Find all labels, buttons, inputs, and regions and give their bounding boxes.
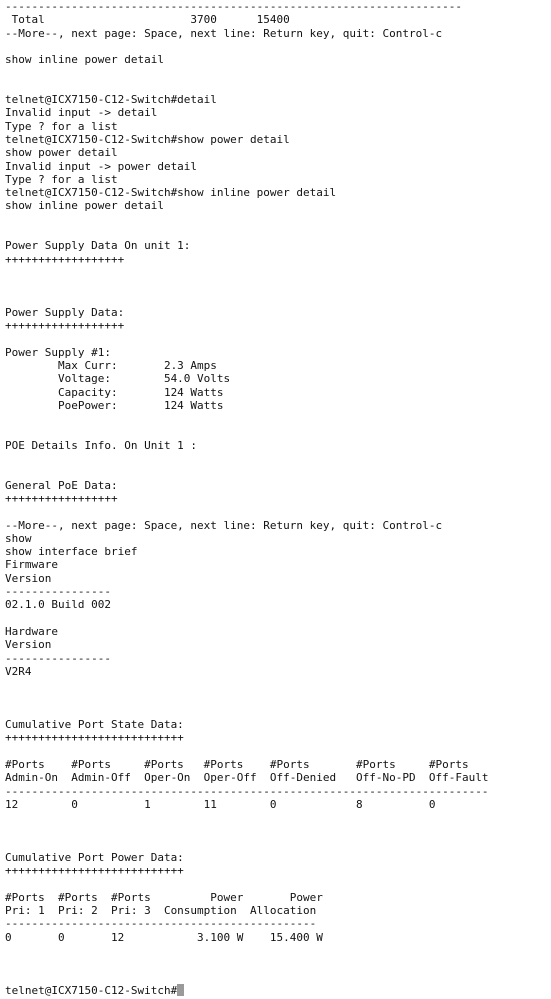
terminal-line-text: +++++++++++++++++++++++++++ [5,864,184,878]
terminal-line [5,53,551,66]
terminal-line [5,80,551,93]
terminal-line [5,40,551,53]
terminal-line-text: PoePower: 124 Watts [5,398,224,412]
terminal-line-text: 0 0 12 3.100 W 15.400 W [5,930,323,944]
terminal-line-text: Cumulative Port State Data: [5,718,184,732]
terminal-line-text: Admin-On Admin-Off Oper-On Oper-Off Off-Denied Off-No-PD Off-Fault [5,771,489,785]
terminal-line-text: --More--, next page: Space, next line: Return key, quit: Control-c [5,518,443,532]
terminal-line-text: Pri: 1 Pri: 2 Pri: 3 Consumption Allocation [5,904,317,918]
terminal-line-text: ---------------- [5,585,111,599]
terminal-line [5,931,551,944]
terminal-line [5,133,551,146]
terminal-line-text: Firmware [5,558,58,572]
terminal-line-text: 12 0 1 11 0 8 0 [5,797,436,811]
terminal-line-text: Voltage: 54.0 Volts [5,372,231,386]
terminal-line [5,558,551,571]
terminal-line [5,798,551,811]
terminal-line [5,904,551,917]
terminal-line [5,452,551,465]
cursor-icon [177,984,184,996]
terminal-line-text: show inline power detail [5,53,164,67]
terminal-line [5,359,551,372]
terminal-line [5,439,551,452]
terminal-line-text: General PoE Data: [5,478,118,492]
terminal-line [5,372,551,385]
terminal-line [5,93,551,106]
terminal-line [5,625,551,638]
terminal-line [5,745,551,758]
terminal-prompt-line [5,984,551,997]
terminal-line [5,678,551,691]
terminal-line [5,319,551,332]
terminal-line [5,598,551,611]
terminal-line [5,585,551,598]
terminal-line-text: telnet@ICX7150-C12-Switch#show inline power detail [5,186,337,200]
terminal-line [5,545,551,558]
terminal-line [5,771,551,784]
terminal-line [5,532,551,545]
terminal-line [5,957,551,970]
terminal-line [5,199,551,212]
terminal-line-text: telnet@ICX7150-C12-Switch#detail [5,93,217,107]
terminal-line-text: Type ? for a list [5,119,118,133]
terminal-line-text: +++++++++++++++++ [5,491,118,505]
terminal-line [5,412,551,425]
terminal-line [5,864,551,877]
terminal-line [5,186,551,199]
terminal-line-text: ---------------- [5,651,111,665]
terminal-line-text: telnet@ICX7150-C12-Switch#show power detail [5,132,290,146]
terminal-line [5,306,551,319]
terminal-line [5,213,551,226]
terminal-line [5,106,551,119]
terminal-line-text: #Ports #Ports #Ports Power Power [5,890,323,904]
terminal-line [5,838,551,851]
terminal-line-text: Invalid input -> detail [5,106,158,120]
terminal-line [5,0,551,13]
terminal-line [5,718,551,731]
terminal-line-text: Power Supply #1: [5,345,111,359]
terminal-line [5,253,551,266]
terminal-line-text: Total 3700 15400 [5,13,290,27]
terminal-line-text: show power detail [5,146,118,160]
terminal-line [5,944,551,957]
terminal-line-text: Hardware [5,624,58,638]
terminal-line-text: POE Details Info. On Unit 1 : [5,438,198,452]
terminal-line [5,971,551,984]
terminal-line [5,27,551,40]
terminal-line [5,519,551,532]
terminal-line-text: --More--, next page: Space, next line: Return key, quit: Control-c [5,26,443,40]
terminal-line [5,426,551,439]
terminal-line-text: 02.1.0 Build 002 [5,598,111,612]
terminal-line-text: show inline power detail [5,199,164,213]
terminal-line [5,492,551,505]
terminal-line [5,266,551,279]
terminal-line [5,386,551,399]
terminal-line [5,878,551,891]
terminal-line [5,173,551,186]
terminal-line-text: Capacity: 124 Watts [5,385,224,399]
terminal-line [5,239,551,252]
terminal-line-text: ++++++++++++++++++ [5,252,125,266]
terminal-line [5,332,551,345]
terminal-line-text: Power Supply Data On unit 1: [5,239,191,253]
terminal-line-text: +++++++++++++++++++++++++++ [5,731,184,745]
terminal-line-text: ------------------------------------------------------------------------- [5,784,489,798]
terminal-line [5,731,551,744]
terminal-line [5,293,551,306]
terminal-line [5,505,551,518]
terminal-line [5,146,551,159]
terminal-line [5,851,551,864]
terminal-line-text: ++++++++++++++++++ [5,319,125,333]
terminal-line [5,785,551,798]
terminal-line [5,811,551,824]
terminal-line-text: ----------------------------------------------- [5,917,317,931]
terminal-line-text: V2R4 [5,664,32,678]
terminal-line [5,479,551,492]
terminal-line [5,13,551,26]
terminal-line [5,891,551,904]
terminal-line [5,465,551,478]
terminal-line-text: Power Supply Data: [5,305,125,319]
terminal-line-text: Invalid input -> power detail [5,159,198,173]
terminal-line [5,279,551,292]
terminal-line-text: Cumulative Port Power Data: [5,851,184,864]
terminal-line [5,399,551,412]
terminal-line [5,612,551,625]
terminal-line [5,665,551,678]
prompt-text: telnet@ICX7150-C12-Switch# [5,983,178,997]
terminal-line [5,705,551,718]
terminal-line [5,638,551,651]
terminal-line [5,346,551,359]
terminal-line-text: #Ports #Ports #Ports #Ports #Ports #Ports #Ports [5,757,469,771]
terminal-line [5,691,551,704]
terminal-line [5,160,551,173]
terminal-line-text: Max Curr: 2.3 Amps [5,359,217,373]
terminal-line-text: Version [5,638,52,652]
terminal-line-text: show interface brief [5,545,138,559]
terminal-line [5,226,551,239]
terminal-line [5,917,551,930]
terminal-line-text: show [5,531,32,545]
terminal-line [5,824,551,837]
terminal-line [5,758,551,771]
terminal-line [5,572,551,585]
terminal-line-text: Version [5,571,52,585]
terminal-line [5,652,551,665]
terminal-line-text: --------------------------------------------------------------------- [5,0,462,13]
terminal-line [5,66,551,79]
terminal-line [5,120,551,133]
terminal-line-text: Type ? for a list [5,172,118,186]
